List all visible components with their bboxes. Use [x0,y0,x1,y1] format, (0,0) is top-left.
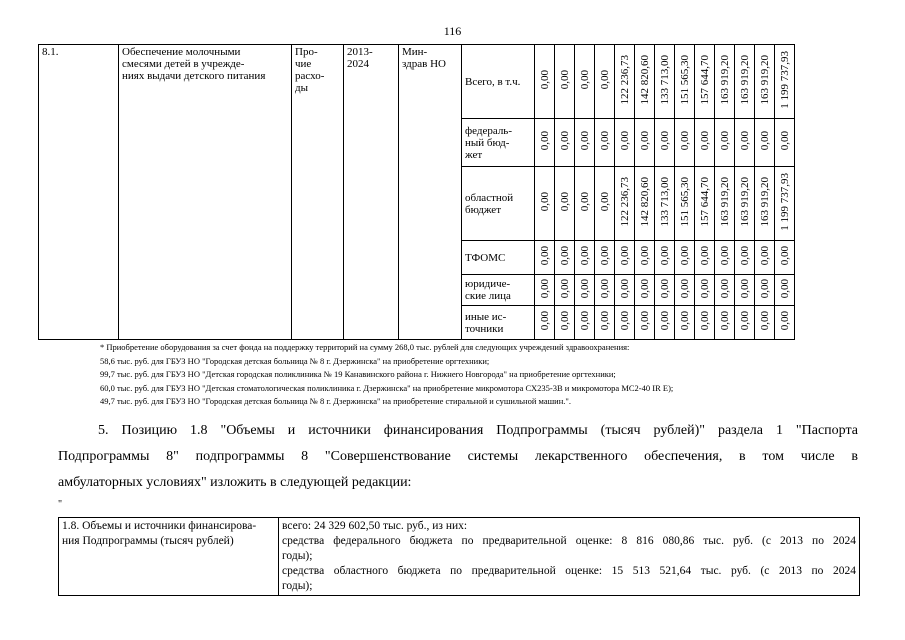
amount-cell [735,45,755,119]
amount-value: 0,00 [538,131,551,151]
amount-value: 0,00 [718,278,731,299]
amount-value: 0,00 [598,192,611,212]
opening-quote: " [58,499,63,510]
passport-value-line: средства областного бюджета по предварительной оценке: 15 513 521,64 тыс. руб. (с 2013 по 2024 [282,565,856,577]
amount-cell [535,45,555,119]
amount-value: 0,00 [598,131,611,151]
amount-value: 0,00 [618,131,631,151]
amount-value: 0,00 [618,311,631,331]
footnote-line: 49,7 тыс. руб. для ГБУЗ НО "Городская детская больница № 8 г. Дзержинска" на приобретение стиральной и сушильной машин.". [100,396,571,406]
executor-cell [399,45,462,340]
amount-cell [555,306,575,340]
funding-source-label-line: ские лица [465,290,511,302]
amount-value: 0,00 [618,246,631,266]
amount-value: 0,00 [698,311,711,331]
period-line: 2024 [347,58,369,70]
executor-line: здрав НО [402,58,446,70]
amount-cell [695,306,715,340]
amount-cell [615,119,635,167]
amount-value: 0,00 [638,278,651,299]
amount-cell [715,306,735,340]
amount-value: 157 644,70 [698,177,711,227]
amount-value: 0,00 [778,278,791,299]
amount-cell [555,45,575,119]
amount-cell [615,45,635,119]
amount-cell [755,45,775,119]
funding-source-label [462,45,535,119]
passport-label-line: 1.8. Объемы и источники финансирова- [62,520,257,532]
amount-value: 163 919,20 [718,177,731,227]
passport-label-line: ния Подпрограммы (тысяч рублей) [62,535,234,547]
funding-source-label-line: иные ис- [465,310,507,323]
expense-type-line: чие [295,58,312,70]
amount-value: 0,00 [578,131,591,151]
amount-value: 0,00 [618,278,631,299]
footnote-line: * Приобретение оборудования за счет фонда на поддержку территорий на сумму 268,0 тыс. рублей для следующих учреждений здравоохранения: [100,342,630,352]
expense-type-line: Про- [295,46,318,58]
funding-source-label [462,167,535,241]
amount-cell [595,275,615,306]
amount-cell [555,119,575,167]
amount-cell [635,306,655,340]
amount-cell [775,167,795,241]
amount-value: 0,00 [538,246,551,266]
funding-source-label-line: юридиче- [465,278,511,290]
amount-value: 0,00 [598,246,611,266]
funding-source-label-line: бюджет [465,203,501,216]
amount-cell [735,241,755,275]
amount-value: 0,00 [578,192,591,212]
measure-name-line: смесями детей в учрежде- [122,58,245,70]
amount-value: 0,00 [718,131,731,151]
expense-type-cell [292,45,344,340]
funding-source-label-line: ТФОМС [465,251,506,264]
amount-cell [655,119,675,167]
amount-value: 122 236,73 [618,177,631,227]
amount-cell [675,45,695,119]
amount-cell [675,167,695,241]
passport-value-line: годы); [282,550,313,562]
amount-cell [775,241,795,275]
amount-value: 163 919,20 [718,55,731,105]
amount-cell [575,119,595,167]
funding-source-label-line: федераль- [465,124,512,137]
amount-cell [775,306,795,340]
amount-value: 0,00 [538,192,551,212]
funding-source-label-line: областной [465,191,514,204]
amount-value: 0,00 [738,131,751,151]
amount-cell [755,306,775,340]
amount-cell [595,167,615,241]
amount-value: 0,00 [538,311,551,331]
amount-value: 142 820,60 [638,55,651,105]
measure-name-line: Обеспечение молочными [122,46,241,58]
amount-cell [555,167,575,241]
amount-cell [575,275,595,306]
funding-source-label-line: Всего, в т.ч. [465,75,521,88]
amount-cell [535,167,555,241]
amount-value: 0,00 [558,311,571,331]
amount-value: 0,00 [598,70,611,90]
period-cell [344,45,399,340]
amount-cell [535,119,555,167]
amount-value: 0,00 [758,278,771,299]
amount-cell [755,119,775,167]
amount-value: 0,00 [658,311,671,331]
amount-cell [695,45,715,119]
amount-cell [715,167,735,241]
amount-value: 0,00 [638,131,651,151]
amount-cell [635,119,655,167]
amount-cell [695,119,715,167]
passport-value-line: годы); [282,580,313,592]
amount-cell [535,306,555,340]
amount-value: 0,00 [678,131,691,151]
amount-value: 133 713,00 [658,177,671,227]
amount-value: 0,00 [538,70,551,90]
amount-value: 0,00 [598,278,611,299]
amount-value: 0,00 [558,246,571,266]
amount-cell [735,119,755,167]
amount-value: 163 919,20 [758,55,771,105]
amount-cell [775,275,795,306]
amount-value: 0,00 [578,246,591,266]
period-line: 2013- [347,46,373,58]
funding-source-label [462,119,535,167]
amount-value: 0,00 [638,311,651,331]
amount-value: 133 713,00 [658,55,671,105]
program-table [38,44,795,340]
amount-value: 0,00 [778,246,791,266]
amount-cell [755,275,775,306]
amount-value: 0,00 [778,311,791,331]
amount-value: 0,00 [678,278,691,299]
amount-value: 0,00 [638,246,651,266]
amount-cell [575,167,595,241]
amount-value: 151 565,30 [678,177,691,227]
amount-value: 0,00 [578,278,591,299]
amount-value: 157 644,70 [698,55,711,105]
amount-value: 0,00 [578,70,591,90]
amount-cell [775,45,795,119]
footnotes [100,341,673,409]
amount-cell [675,241,695,275]
amount-cell [595,306,615,340]
amount-value: 0,00 [698,278,711,299]
amount-cell [535,241,555,275]
funding-source-row [39,45,795,119]
amount-value: 142 820,60 [638,177,651,227]
program-table-body [39,45,795,340]
footnote-line: 99,7 тыс. руб. для ГБУЗ НО "Детская городская поликлиника № 19 Канавинского района г. Нижнего Новгорода" на приобретение оргтехники; [100,369,616,379]
amount-cell [635,167,655,241]
amount-cell [655,45,675,119]
amount-cell [715,241,735,275]
amount-cell [675,306,695,340]
amount-cell [615,275,635,306]
funding-source-label [462,275,535,306]
funding-source-label [462,306,535,340]
amount-cell [555,241,575,275]
footnote-line: 60,0 тыс. руб. для ГБУЗ НО "Детская стоматологическая поликлиника г. Дзержинска" на приобретение микромотора СХ235-3В и микромотора МС2-40 IR Е); [100,382,674,393]
amount-value: 0,00 [658,131,671,151]
amount-cell [775,119,795,167]
amount-value: 122 236,73 [618,55,631,105]
amount-cell [655,306,675,340]
paragraph-line: 5. Позицию 1.8 "Объемы и источники финансирования Подпрограммы (тысяч рублей)" раздела 1 "Паспорта [98,423,858,438]
amount-cell [715,45,735,119]
amount-cell [595,119,615,167]
amount-value: 0,00 [698,131,711,151]
amount-value: 163 919,20 [738,177,751,227]
amount-value: 0,00 [538,278,551,299]
amount-cell [655,241,675,275]
page-number: 116 [443,24,462,38]
paragraph-line: амбулаторных условиях" изложить в следующей редакции: [58,475,412,490]
amount-cell [755,241,775,275]
amount-cell [695,167,715,241]
amount-cell [575,241,595,275]
measure-name-cell [119,45,292,340]
amount-value: 151 565,30 [678,55,691,105]
passport-value-line: средства федерального бюджета по предварительной оценке: 8 816 080,86 тыс. руб. (с 2013 по 2024 [282,535,856,547]
amount-cell [675,275,695,306]
passport-value-line: всего: 24 329 602,50 тыс. руб., из них: [282,520,468,532]
amount-cell [615,241,635,275]
measure-number-cell: 8.1. [39,45,119,340]
funding-source-label-line: жет [465,148,483,161]
measure-name-line: ниях выдачи детского питания [122,70,266,82]
amount-value: 0,00 [758,131,771,151]
amount-value: 0,00 [678,311,691,331]
amendment-paragraph [58,418,858,496]
amount-cell [735,275,755,306]
amount-cell [755,167,775,241]
funding-source-label [462,241,535,275]
amount-cell [635,241,655,275]
amount-cell [735,306,755,340]
paragraph-line: Подпрограммы 8" подпрограммы 8 "Совершенствование системы лекарственного обеспечения, в том числе в [58,449,858,464]
amount-value: 0,00 [738,246,751,266]
amount-value: 0,00 [598,311,611,331]
amount-value: 0,00 [718,246,731,266]
amount-value: 0,00 [738,311,751,331]
amount-value: 0,00 [558,131,571,151]
amount-cell [615,306,635,340]
amount-cell [735,167,755,241]
amount-value: 0,00 [658,278,671,299]
amount-cell [715,275,735,306]
amount-cell [595,45,615,119]
amount-value: 0,00 [738,278,751,299]
amount-cell [715,119,735,167]
amount-value: 0,00 [658,246,671,266]
amount-cell [635,275,655,306]
amount-value: 1 199 737,93 [778,51,791,109]
amount-cell [555,275,575,306]
amount-value: 0,00 [758,311,771,331]
amount-cell [655,167,675,241]
amount-cell [535,275,555,306]
footnote-line: 58,6 тыс. руб. для ГБУЗ НО "Городская детская больница № 8 г. Дзержинска" на приобретение оргтехники; [100,355,490,366]
amount-value: 1 199 737,93 [778,173,791,231]
amount-value: 0,00 [558,70,571,90]
amount-cell [695,275,715,306]
amount-value: 0,00 [698,246,711,266]
expense-type-line: расхо- [295,70,325,82]
passport-value-cell [279,518,860,596]
amount-cell [675,119,695,167]
amount-value: 163 919,20 [738,55,751,105]
amount-value: 0,00 [678,246,691,266]
executor-line: Мин- [402,46,428,58]
passport-row [59,518,860,596]
amount-value: 0,00 [558,192,571,212]
amount-cell [575,306,595,340]
passport-label-cell [59,518,279,596]
expense-type-line: ды [295,82,308,94]
amount-value: 0,00 [578,311,591,331]
amount-cell [575,45,595,119]
amount-cell [635,45,655,119]
funding-source-label-line: ный бюд- [465,136,510,149]
passport-table [58,517,860,596]
amount-value: 163 919,20 [758,177,771,227]
amount-cell [695,241,715,275]
amount-value: 0,00 [558,278,571,299]
amount-value: 0,00 [718,311,731,331]
funding-source-label-line: точники [465,322,504,335]
amount-cell [595,241,615,275]
amount-value: 0,00 [758,246,771,266]
amount-cell [655,275,675,306]
amount-value: 0,00 [778,131,791,151]
amount-cell [615,167,635,241]
